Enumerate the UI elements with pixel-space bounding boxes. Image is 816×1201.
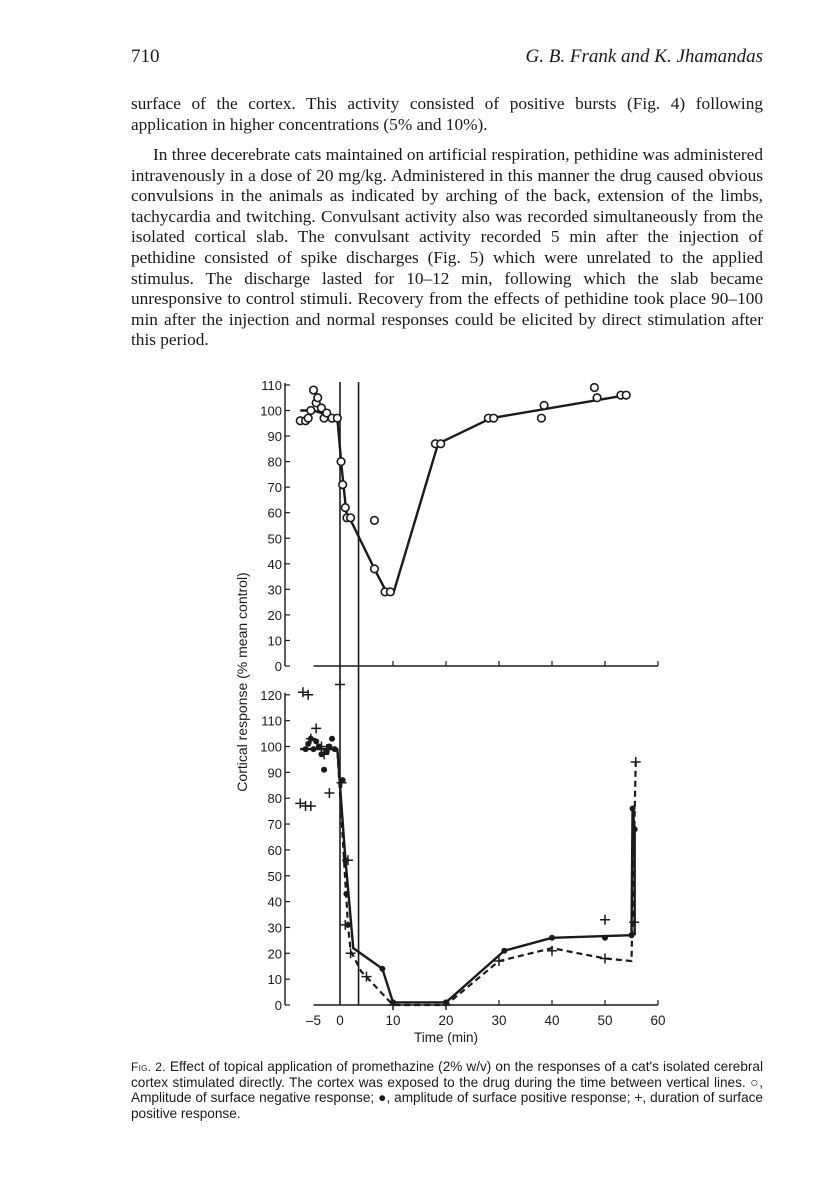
top-y-tick-label: 20 [267,607,282,623]
caption-label: Fig. 2. [131,1060,166,1074]
positive-amplitude-point [321,767,327,773]
positive-amplitude-point [630,806,636,812]
top-y-tick-label: 110 [261,377,282,393]
positive-amplitude-point [311,746,317,752]
negative-amplitude-point [339,481,347,489]
negative-amplitude-point [490,414,498,422]
page-number: 710 [131,46,160,67]
top-y-tick-label: 50 [267,531,282,547]
positive-duration-point [306,801,316,811]
positive-duration-point [547,946,557,956]
positive-duration-point [600,915,610,925]
negative-amplitude-point [304,414,312,422]
positive-amplitude-line [300,749,634,1002]
top-y-tick-label: 0 [274,659,282,674]
caption-text: Effect of topical application of promethazine (2% w/v) on the responses of a cat's isolated cerebral cortex stimulated directly. The cortex was exposed to the drug during the time between vertical lines. ○, Amplitude of surface negative response; ●, amplitude of surface positive response; +, duration of surface positive response. [131,1059,763,1121]
bottom-y-tick-label: 120 [260,687,282,703]
bottom-y-tick-label: 10 [267,972,282,988]
negative-amplitude-point [314,394,322,402]
bottom-y-tick-label: 20 [267,946,282,962]
negative-amplitude-point [622,391,630,399]
top-y-tick-label: 60 [267,505,282,521]
positive-amplitude-point [329,736,335,742]
negative-amplitude-point [371,517,379,525]
positive-duration-point [295,798,305,808]
negative-amplitude-point [337,458,345,466]
positive-duration-point [303,690,313,700]
bottom-y-tick-label: 60 [267,842,282,858]
x-tick-label: 0 [336,1013,344,1028]
negative-amplitude-point [371,565,379,573]
top-y-tick-label: 80 [267,454,282,470]
y-axis-title: Cortical response (% mean control) [234,572,250,792]
top-y-tick-label: 30 [267,582,282,598]
positive-duration-point [298,687,308,697]
negative-amplitude-point [310,386,318,394]
paragraph-1: surface of the cortex. This activity consisted of positive bursts (Fig. 4) following application in higher concentrations (5% and 10%). [131,94,763,134]
running-head: G. B. Frank and K. Jhamandas [525,46,763,67]
positive-duration-point [340,920,350,930]
negative-amplitude-point [334,414,342,422]
bottom-y-tick-label: 80 [267,791,282,807]
x-tick-label: 40 [544,1013,560,1028]
positive-duration-point [311,723,321,733]
bottom-y-tick-label: 50 [267,868,282,884]
positive-amplitude-point [332,746,338,752]
bottom-y-tick-label: 40 [267,894,282,910]
top-y-tick-label: 90 [267,429,282,445]
x-tick-label: 20 [438,1013,454,1028]
positive-duration-line [300,749,635,1005]
figure-2-chart [230,370,680,1045]
bottom-y-tick-label: 0 [274,998,282,1013]
positive-duration-point [324,788,334,798]
negative-amplitude-point [307,407,315,415]
top-y-tick-label: 100 [260,403,282,419]
x-tick-label: 10 [385,1013,401,1028]
negative-amplitude-line [300,395,626,594]
positive-amplitude-point [303,746,309,752]
negative-amplitude-point [593,394,601,402]
positive-amplitude-point [501,948,507,954]
negative-amplitude-point [342,504,350,512]
positive-amplitude-point [379,966,385,972]
positive-amplitude-point [632,826,638,832]
positive-amplitude-point [343,891,349,897]
negative-amplitude-point [387,588,395,596]
bottom-y-tick-label: 110 [261,713,282,729]
negative-amplitude-point [591,384,599,392]
x-tick-label: 50 [597,1013,613,1028]
positive-duration-point [600,953,610,963]
top-y-tick-label: 10 [267,633,282,649]
negative-amplitude-point [437,440,445,448]
positive-amplitude-point [549,935,555,941]
negative-amplitude-point [347,514,355,522]
page-header [131,46,763,76]
positive-duration-point [631,757,641,767]
positive-duration-point [335,679,345,689]
paragraph-2: In three decerebrate cats maintained on artificial respiration, pethidine was administered intravenously in a dose of 20 mg/kg. Administered in this manner the drug caused obvious convulsions in the animals as indicated by arching of the back, extension of the limbs, tachycardia and twitching. Convulsant activity also was recorded simultaneously from the isolated cortical slab. The convulsant activity recorded 5 min after the injection of pethidine consisted of spike discharges (Fig. 5) which were unrelated to the applied stimulus. The discharge lasted for 10–12 min, following which the slab became unresponsive to control stimuli. Recovery from the effects of pethidine took place 90–100 min after the injection and normal responses could be elicited by direct stimulation after this period. [131,145,763,350]
bottom-y-tick-label: 100 [260,739,282,755]
top-y-tick-label: 70 [267,480,282,496]
positive-amplitude-point [629,932,635,938]
negative-amplitude-point [538,414,546,422]
x-axis-title: Time (min) [414,1030,478,1045]
bottom-y-tick-label: 30 [267,920,282,936]
x-tick-label: 30 [491,1013,507,1028]
x-tick-label: 60 [650,1013,666,1028]
top-y-tick-label: 40 [267,556,282,572]
figure-caption [131,1059,763,1121]
bottom-y-tick-label: 70 [267,817,282,833]
negative-amplitude-point [540,402,548,410]
bottom-y-tick-label: 90 [267,765,282,781]
positive-amplitude-point [602,935,608,941]
x-tick-label: –5 [305,1013,322,1028]
